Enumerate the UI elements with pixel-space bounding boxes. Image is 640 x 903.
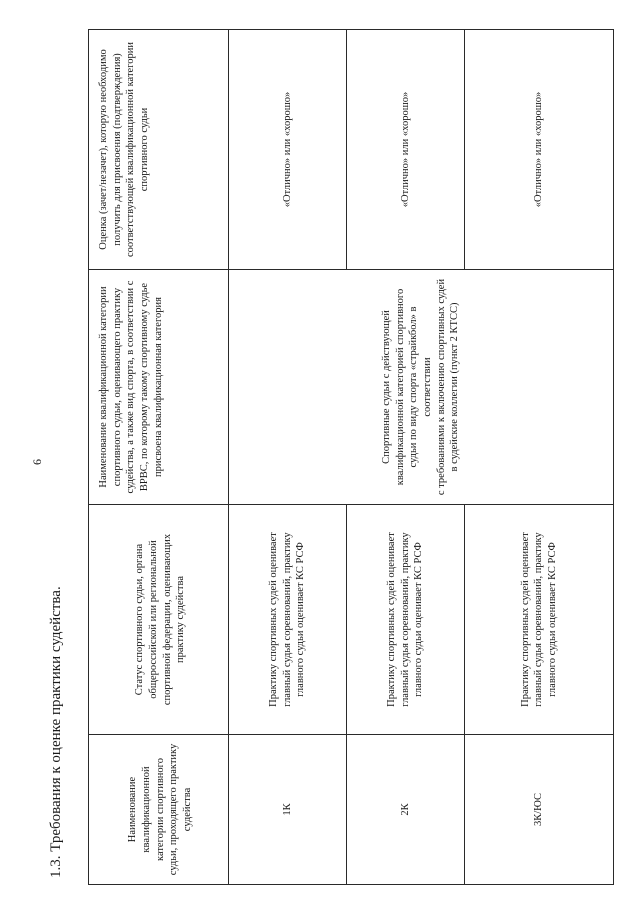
merged-judge-category-cell — [229, 270, 614, 505]
table-header-row — [89, 30, 229, 885]
row-grade: «Отлично» или «хорошо» — [465, 30, 614, 270]
header-grade: Оценка (зачет/незачет), которую необходимо получить для присвоения (подтверждения) соответствующей квалификационной категории спортивного судьи — [89, 30, 229, 270]
merged-text-line2: с требованиями к включению спортивных судей в судейские коллегии (пункт 2 КТСС) — [435, 278, 461, 496]
row-category: 1К — [229, 735, 347, 885]
row-grade: «Отлично» или «хорошо» — [347, 30, 465, 270]
row-status: Практику спортивных судей оценивает главный судья соревнований, практику главного судьи оценивает КС РСФ — [229, 505, 347, 735]
header-judge-category: Наименование квалификационной категории спортивного судьи, оценивающего практику судейства, а также вид спорта, в соответствии с ВРВС, по которому такому спортивному судье присвоена квалификационная категория — [89, 270, 229, 505]
row-status: Практику спортивных судей оценивает главный судья соревнований, практику главного судьи оценивает КС РСФ — [347, 505, 465, 735]
section-heading: 1.3. Требования к оценке практики судейства. — [48, 586, 64, 878]
row-status: Практику спортивных судей оценивает главный судья соревнований, практику главного судьи оценивает КС РСФ — [465, 505, 614, 735]
header-status: Статус спортивного судьи, органа общероссийской или региональной спортивной федерации, оценивающих практику судейства — [89, 505, 229, 735]
page-number: 6 — [30, 459, 44, 465]
header-category: Наименование квалификационной категории спортивного судьи, проходящего практику судейства — [89, 735, 229, 885]
merged-text-line1: Спортивные судьи с действующей квалификационной категорией спортивного судьи по виду спорта «страйкбол» в соответствии — [381, 288, 433, 486]
row-category: 3К/ЮС — [465, 735, 614, 885]
requirements-table — [88, 29, 614, 885]
row-category: 2К — [347, 735, 465, 885]
table-row — [229, 30, 347, 885]
row-grade: «Отлично» или «хорошо» — [229, 30, 347, 270]
